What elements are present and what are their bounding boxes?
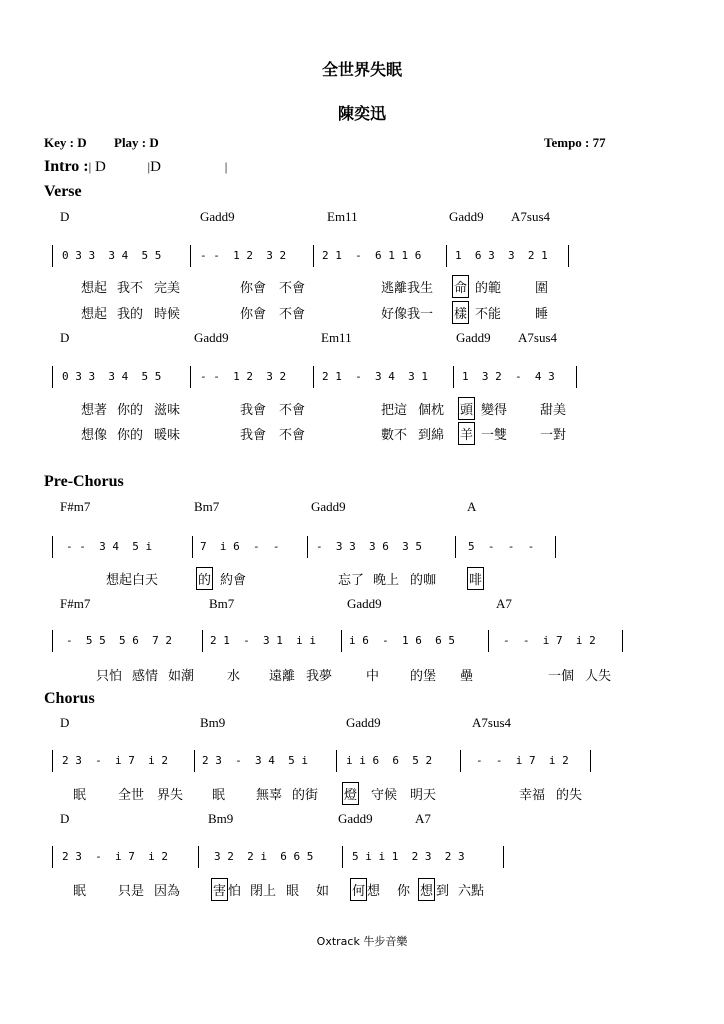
play-label: Play : D [114,135,159,150]
lyric: 不會 [279,307,306,322]
lyric-row [0,277,724,295]
barline [313,245,314,267]
measure: 1 3 2 - 4 3 [462,370,555,383]
lyric: 六點 [458,884,485,899]
chord: A7sus4 [518,330,558,345]
chord: F#m7 [60,499,91,514]
chord: Bm7 [194,499,220,514]
lyric: 完美 [154,281,181,296]
barline [192,536,193,558]
lyric: 全世 [118,788,145,803]
notation-row [0,366,724,390]
barline [455,536,456,558]
chord: D [60,715,70,730]
lyric: 中 [366,669,380,684]
barline [52,366,53,388]
chord: Gadd9 [338,811,373,826]
measure: 2 3 - 3 4 5 i [202,754,308,767]
lyric: 把這 [381,403,408,418]
lyric-row [0,399,724,417]
chord: F#m7 [60,596,91,611]
lyric: 我會 [240,428,267,443]
lyric: 命 [454,277,467,296]
lyric: 想起 [81,307,108,322]
lyric: 圍 [535,281,549,296]
chord: Gadd9 [456,330,491,345]
intro-label: Intro : [44,158,89,175]
lyric: 眼 [286,884,300,899]
lyric: 的失 [556,788,583,803]
measure: 2 3 - i 7 i 2 [62,850,168,863]
chord-row [0,209,724,225]
measure: - - 3 4 5 i [66,540,153,553]
lyric: 守候 [371,788,398,803]
measure: - - 1 2 3 2 [200,249,287,262]
lyric-row [0,880,724,898]
barline [198,846,199,868]
intro-line: Intro :| D |D | [44,158,228,175]
measure: 2 1 - 3 4 3 1 [322,370,428,383]
artist-name: 陳奕迅 [337,104,386,123]
lyric: 閉上 [250,884,277,899]
chord: A7sus4 [511,209,551,224]
lyric: 變得 [481,403,508,418]
lyric: 人失 [585,669,612,684]
chord: Em11 [321,330,352,345]
measure: 5 i i 1 2 3 2 3 [352,850,465,863]
lyric: 的街 [292,788,319,803]
lyric: 因為 [154,884,181,899]
measure: - 3 3 3 6 3 5 [316,540,422,553]
lyric-row [0,784,724,802]
chord: A7 [496,596,512,611]
lyric: 不會 [279,428,306,443]
barline [446,245,447,267]
barline [488,630,489,652]
lyric: 想 [367,884,381,899]
lyric: 燈 [344,784,357,803]
lyric: 只是 [118,884,145,899]
notation-row [0,536,724,560]
lyric: 時候 [154,307,181,322]
chord: Bm9 [200,715,226,730]
lyric: 羊 [460,424,473,443]
key-label: Key : D [44,135,87,150]
chord-row [0,811,724,827]
lyric: 水 [227,669,241,684]
lyric: 晚上 [373,573,400,588]
lyric: 我不 [117,281,144,296]
chord: D [60,811,70,826]
barline [341,630,342,652]
intro-chord-2: D [150,159,161,175]
lyric: 遠離 [269,669,296,684]
barline [52,750,53,772]
lyric: 我的 [117,307,144,322]
lyric: 怕 [228,884,242,899]
barline [453,366,454,388]
chord: Gadd9 [346,715,381,730]
measure: i i 6 6 5 2 [346,754,433,767]
lyric: 甜美 [540,403,567,418]
lyric: 好像我一 [381,307,434,322]
lyric: 到綿 [418,428,445,443]
chord: Gadd9 [200,209,235,224]
lyric: 想像 [81,428,108,443]
barline [576,366,577,388]
lyric: 頭 [460,399,473,418]
lyric: 如 [316,884,330,899]
lyric: 睡 [535,307,549,322]
measure: 7 i 6 - - [200,540,280,553]
lyric: 感情 [132,669,159,684]
lyric: 約會 [220,573,247,588]
lyric: 想起白天 [106,573,159,588]
lyric: 你的 [117,403,144,418]
chord-row [0,330,724,346]
lyric-row [0,569,724,587]
measure: 3 2 2 i 6 6 5 [214,850,314,863]
lyric: 一對 [540,428,567,443]
lyric: 想 [420,880,433,899]
lyric-row [0,424,724,442]
barline [190,366,191,388]
barline [503,846,504,868]
lyric: 界失 [157,788,184,803]
lyric: 眠 [73,788,87,803]
lyric: 的 [198,569,211,588]
lyric: 你會 [240,281,267,296]
measure: i 6 - 1 6 6 5 [349,634,455,647]
lyric: 眠 [212,788,226,803]
chord: D [60,209,70,224]
barline [336,750,337,772]
measure: - - i 7 i 2 [476,754,569,767]
barline [460,750,461,772]
song-title: 全世界失眠 [321,60,402,79]
chord: Bm7 [209,596,235,611]
lyric-row [0,665,724,683]
lyric: 暖味 [154,428,181,443]
lyric: 我會 [240,403,267,418]
lyric: 何 [352,880,365,899]
lyric: 個枕 [418,403,445,418]
lyric: 你會 [240,307,267,322]
measure: 2 1 - 6 1 1 6 [322,249,422,262]
chord: Gadd9 [194,330,229,345]
lyric: 不會 [279,403,306,418]
chord: A7sus4 [472,715,512,730]
chord: A [467,499,477,514]
measure: - 5 5 5 6 7 2 [66,634,172,647]
barline [568,245,569,267]
barline [52,536,53,558]
lyric: 幸福 [519,788,546,803]
notation-row [0,750,724,774]
chord: D [60,330,70,345]
chord-row [0,499,724,515]
lyric: 我夢 [306,669,333,684]
lyric: 的咖 [410,573,437,588]
chord: Gadd9 [449,209,484,224]
barline [52,245,53,267]
tempo-label: Tempo : 77 [544,135,606,150]
section-prechorus: Pre-Chorus [44,473,124,490]
lyric: 一個 [548,669,575,684]
lyric: 害 [213,880,226,899]
barline [307,536,308,558]
lyric: 一雙 [481,428,508,443]
lyric: 滋味 [154,403,181,418]
lyric: 想起 [81,281,108,296]
lyric: 如潮 [168,669,195,684]
measure: 5 - - - [468,540,535,553]
chord: Em11 [327,209,358,224]
barline [202,630,203,652]
section-verse: Verse [44,183,82,200]
measure: 1 6 3 3 2 1 [455,249,548,262]
chord-row [0,596,724,612]
intro-chord-1: D [94,159,106,175]
measure: - - i 7 i 2 [503,634,596,647]
lyric: 壘 [460,669,474,684]
lyric: 你 [397,884,411,899]
lyric: 忘了 [338,573,365,588]
barline [190,245,191,267]
barline [622,630,623,652]
lyric: 不會 [279,281,306,296]
barline [52,846,53,868]
section-chorus: Chorus [44,690,95,707]
lyric-row [0,303,724,321]
barline [555,536,556,558]
notation-row [0,630,724,654]
lyric: 不能 [475,307,502,322]
barline [52,630,53,652]
barline [194,750,195,772]
measure: 2 3 - i 7 i 2 [62,754,168,767]
chord: Gadd9 [311,499,346,514]
lyric: 明天 [410,788,437,803]
barline [342,846,343,868]
measure: 0 3 3 3 4 5 5 [62,370,162,383]
measure: 0 3 3 3 4 5 5 [62,249,162,262]
lyric: 的範 [475,281,502,296]
measure: - - 1 2 3 2 [200,370,287,383]
chord: Bm9 [208,811,234,826]
lyric: 數不 [381,428,408,443]
lyric: 樣 [454,303,467,322]
notation-row [0,245,724,269]
chord: Gadd9 [347,596,382,611]
footer-credit: Oxtrack 牛步音樂 [316,935,408,948]
barline [313,366,314,388]
chord: A7 [415,811,431,826]
lyric: 逃離我生 [381,281,434,296]
lyric: 到 [436,884,450,899]
lyric: 眠 [73,884,87,899]
lyric: 想著 [81,403,108,418]
lyric: 啡 [469,569,482,588]
chord-row [0,715,724,731]
barline [590,750,591,772]
lyric: 你的 [117,428,144,443]
measure: 2 1 - 3 1 i i [210,634,316,647]
lyric: 只怕 [96,669,123,684]
lyric: 的堡 [410,669,437,684]
notation-row [0,846,724,870]
lyric: 無辜 [256,788,283,803]
